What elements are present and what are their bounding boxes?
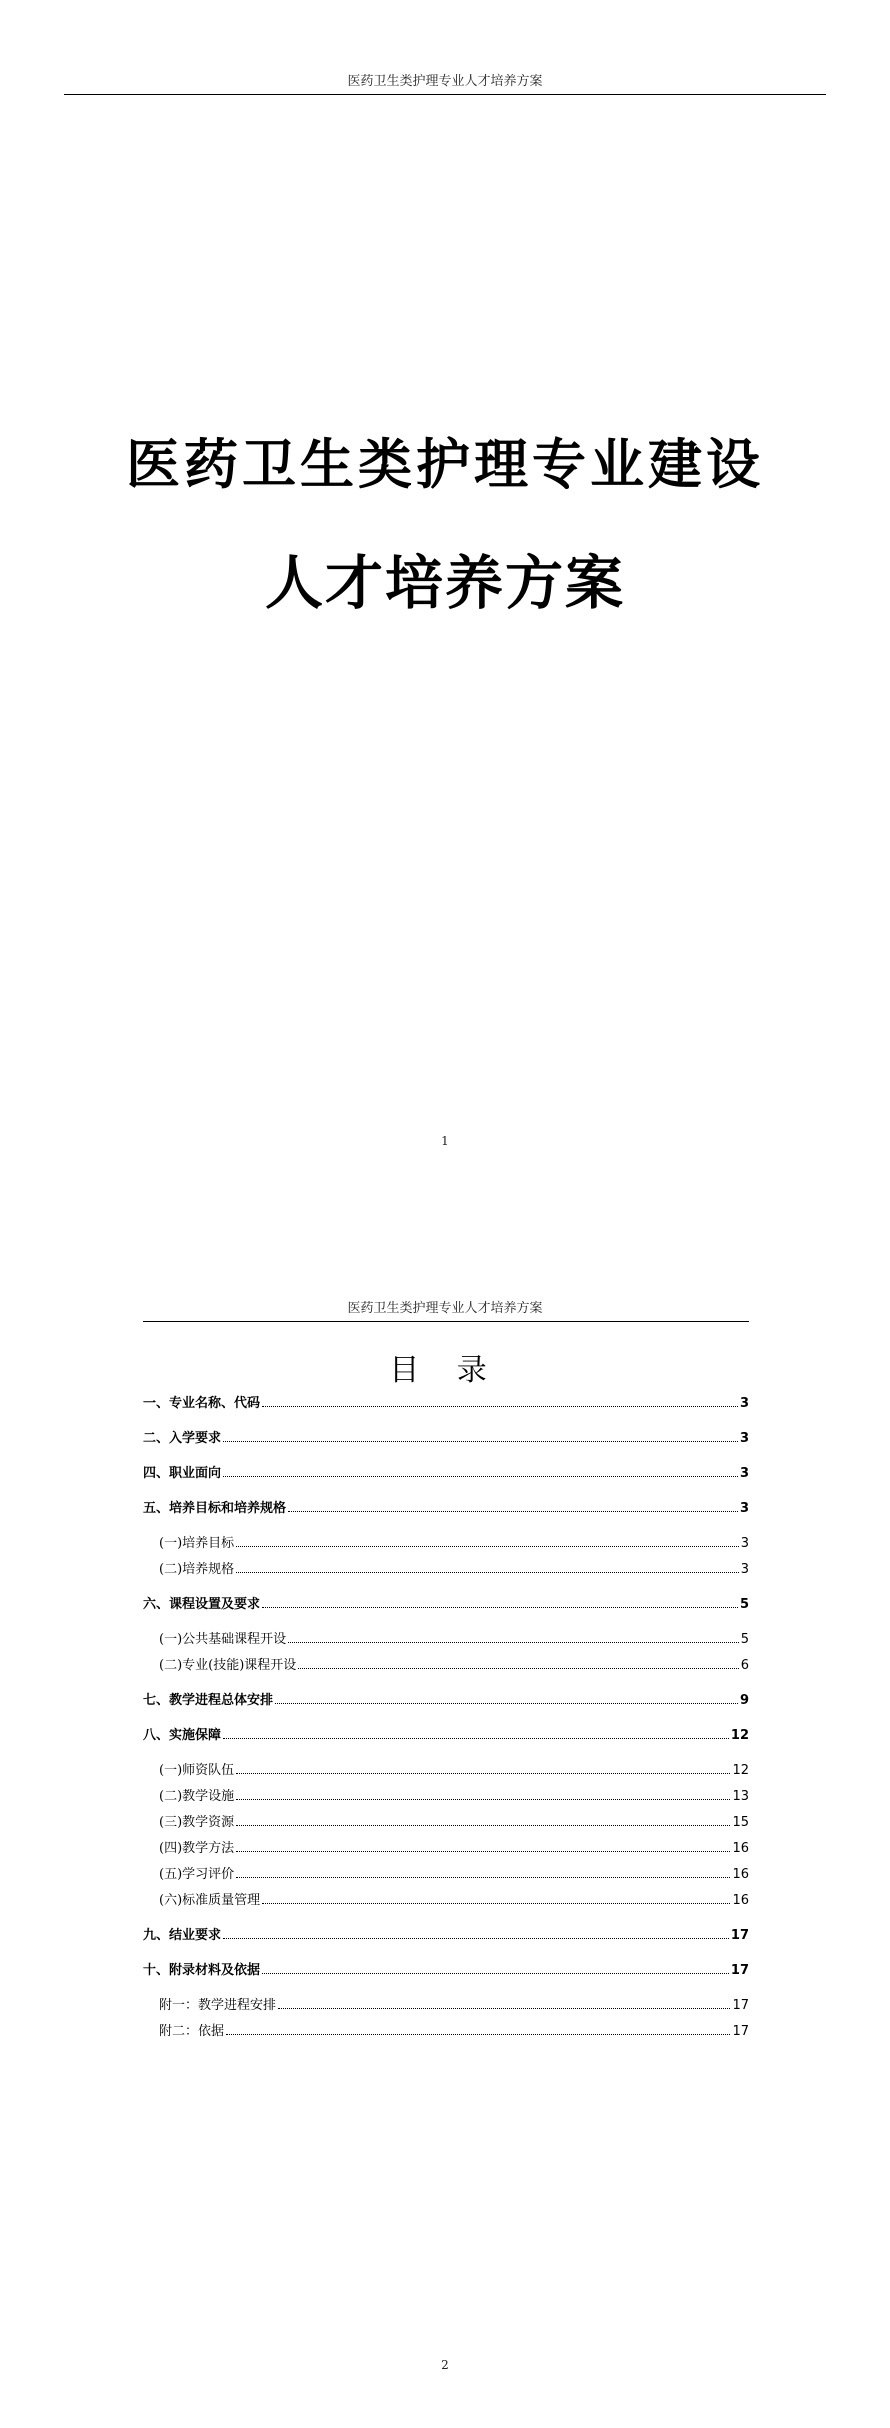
toc-entry-label: 一、专业名称、代码 (143, 1396, 261, 1411)
toc-entry[interactable] (159, 1892, 749, 1910)
toc-entry[interactable] (143, 1962, 749, 1980)
toc-entry-page: 15 (732, 1815, 749, 1830)
toc-entry-page: 3 (739, 1501, 749, 1516)
toc-entry[interactable] (143, 1692, 749, 1710)
toc-entry-label: (六)标准质量管理 (159, 1893, 261, 1908)
toc-entry[interactable] (159, 1631, 749, 1649)
toc-entry-page: 12 (730, 1728, 749, 1743)
running-header: 医药卫生类护理专业人才培养方案 (347, 1301, 543, 1316)
toc-leader-dots (288, 1511, 738, 1512)
toc-entry-label: 附一：教学进程安排 (159, 1998, 277, 2013)
toc-entry[interactable] (159, 1762, 749, 1780)
header-rule (64, 94, 826, 95)
toc-entry-label: (五)学习评价 (159, 1867, 235, 1882)
toc-leader-dots (278, 2008, 730, 2009)
running-header: 医药卫生类护理专业人才培养方案 (347, 74, 543, 89)
toc-entry-page: 3 (740, 1536, 749, 1551)
toc-leader-dots (236, 1877, 730, 1878)
cover-title-line2: 人才培养方案 (264, 549, 625, 617)
toc-leader-dots (236, 1799, 730, 1800)
toc-entry-page: 17 (732, 2024, 749, 2039)
toc-entry-label: 十、附录材料及依据 (143, 1963, 261, 1978)
page-number: 1 (441, 1134, 449, 1148)
toc-entry[interactable] (143, 1395, 749, 1413)
toc-entry-page: 3 (739, 1466, 749, 1481)
toc-entry-page: 12 (732, 1763, 749, 1778)
toc-entry-label: (二)专业(技能)课程开设 (159, 1658, 297, 1673)
toc-leader-dots (223, 1441, 738, 1442)
toc-leader-dots (226, 2034, 730, 2035)
toc-entry[interactable] (143, 1727, 749, 1745)
toc-entry-label: 五、培养目标和培养规格 (143, 1501, 287, 1516)
toc-entry-page: 16 (732, 1893, 749, 1908)
toc-entry-page: 6 (740, 1658, 749, 1673)
toc-entry[interactable] (159, 1866, 749, 1884)
toc-leader-dots (262, 1903, 730, 1904)
toc-entry-page: 16 (732, 1841, 749, 1856)
toc-leader-dots (262, 1607, 738, 1608)
toc-leader-dots (262, 1973, 729, 1974)
toc-entry[interactable] (143, 1430, 749, 1448)
toc-entry-page: 3 (739, 1396, 749, 1411)
toc-entry-page: 9 (739, 1693, 749, 1708)
header-rule (143, 1321, 749, 1322)
toc-entry[interactable] (159, 1657, 749, 1675)
toc-leader-dots (236, 1825, 730, 1826)
toc-leader-dots (236, 1851, 730, 1852)
toc-leader-dots (236, 1546, 739, 1547)
toc-entry[interactable] (159, 1535, 749, 1553)
toc-entry-label: (二)培养规格 (159, 1562, 235, 1577)
toc-entry[interactable] (143, 1596, 749, 1614)
toc-entry[interactable] (159, 1814, 749, 1832)
toc-entry-label: (二)教学设施 (159, 1789, 235, 1804)
toc-entry[interactable] (143, 1500, 749, 1518)
toc-entry-label: 二、入学要求 (143, 1431, 222, 1446)
toc-entry-page: 17 (732, 1998, 749, 2013)
toc-entry-page: 3 (740, 1562, 749, 1577)
toc-entry-label: 六、课程设置及要求 (143, 1597, 261, 1612)
toc-entry[interactable] (159, 1840, 749, 1858)
toc-leader-dots (298, 1668, 738, 1669)
toc-entry-label: (一)公共基础课程开设 (159, 1632, 287, 1647)
toc-entry-label: (一)师资队伍 (159, 1763, 235, 1778)
toc-entry-label: 附二：依据 (159, 2024, 225, 2039)
page-number: 2 (441, 2358, 449, 2372)
toc-entry-label: (三)教学资源 (159, 1815, 235, 1830)
toc-entry[interactable] (143, 1465, 749, 1483)
toc-entry-page: 3 (739, 1431, 749, 1446)
toc-leader-dots (223, 1738, 729, 1739)
toc-entry-page: 13 (732, 1789, 749, 1804)
toc-leader-dots (288, 1642, 739, 1643)
toc-leader-dots (236, 1572, 739, 1573)
toc-leader-dots (275, 1703, 738, 1704)
toc-leader-dots (262, 1406, 738, 1407)
toc-entry-page: 5 (739, 1597, 749, 1612)
toc-entry-label: 四、职业面向 (143, 1466, 222, 1481)
toc-title: 目 录 (389, 1353, 501, 1388)
toc-entry-label: 八、实施保障 (143, 1728, 222, 1743)
toc-entry-label: (一)培养目标 (159, 1536, 235, 1551)
toc-leader-dots (223, 1476, 738, 1477)
toc-entry[interactable] (159, 2023, 749, 2041)
toc-entry-label: 七、教学进程总体安排 (143, 1693, 274, 1708)
toc-entry-page: 17 (730, 1963, 749, 1978)
toc-entry[interactable] (159, 1561, 749, 1579)
toc-entry-label: 九、结业要求 (143, 1928, 222, 1943)
toc-entry-page: 17 (730, 1928, 749, 1943)
toc-entry[interactable] (159, 1997, 749, 2015)
toc-entry-label: (四)教学方法 (159, 1841, 235, 1856)
toc-entry[interactable] (159, 1788, 749, 1806)
cover-title-line1: 医药卫生类护理专业建设 (126, 432, 764, 496)
toc-entry-page: 16 (732, 1867, 749, 1882)
toc-leader-dots (236, 1773, 730, 1774)
toc-entry-page: 5 (740, 1632, 749, 1647)
toc-leader-dots (223, 1938, 729, 1939)
toc-page (0, 1245, 890, 2428)
toc-entry[interactable] (143, 1927, 749, 1945)
